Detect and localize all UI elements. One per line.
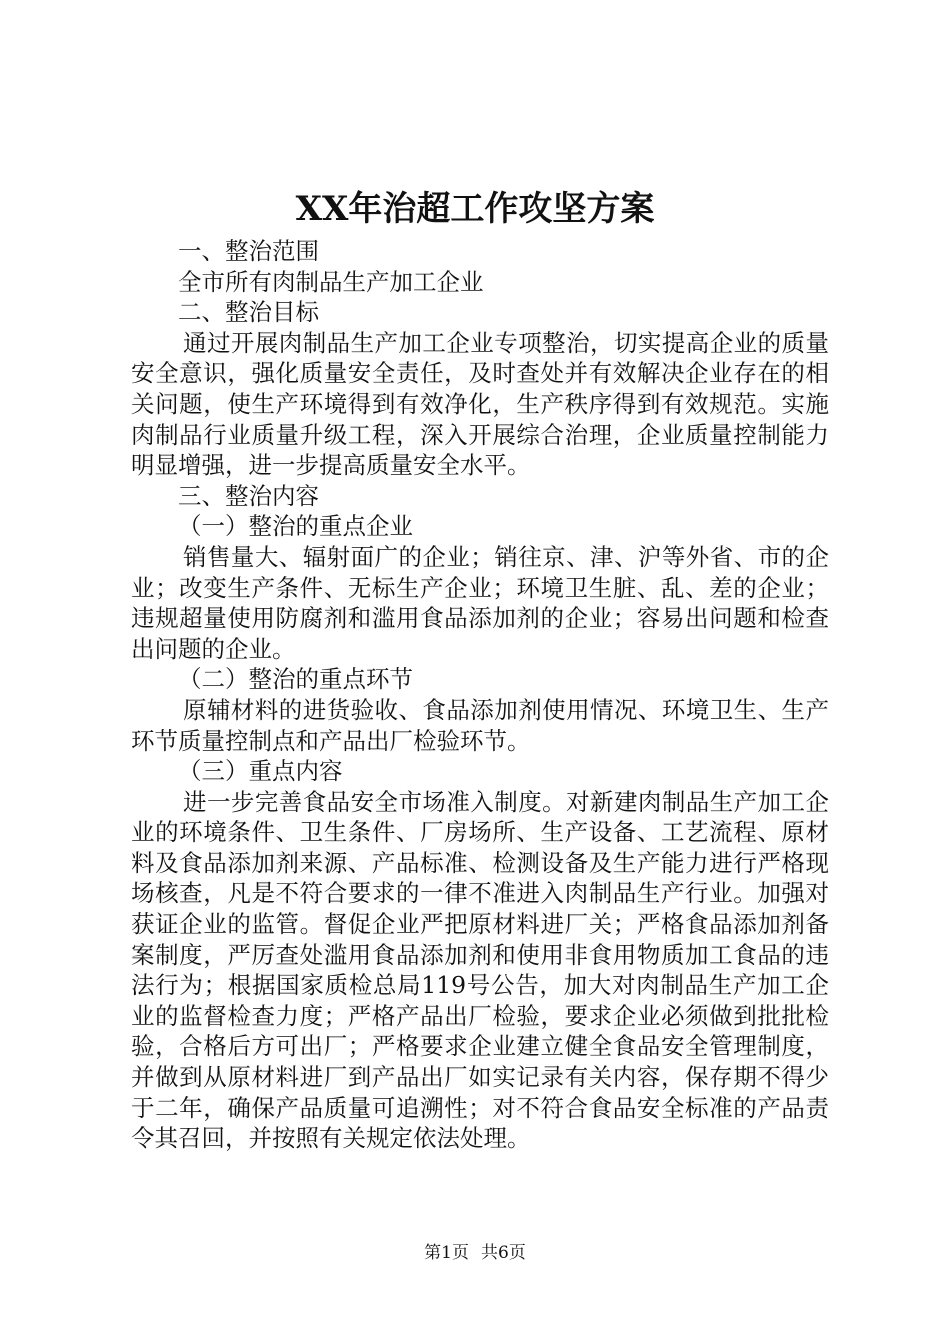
subsection-heading: （一）整治的重点企业: [178, 512, 413, 541]
body-paragraph: 进一步完善食品安全市场准入制度。对新建肉制品生产加工企业的环境条件、卫生条件、厂房场所、生产设备、工艺流程、原材料及食品添加剂来源、产品标准、检测设备及生产能力进行严格现场核查，凡是不符合要求的一律不准进入肉制品生产行业。加强对获证企业的监管。督促企业严把原材料进厂关；严格食品添加剂备案制度，严厉查处滥用食品添加剂和使用非食用物质加工食品的违法行为；根据国家质检总局119号公告，加大对肉制品生产加工企业的监督检查力度；严格产品出厂检验，要求企业必须做到批批检验，合格后方可出厂；严格要求企业建立健全食品安全管理制度，并做到从原材料进厂到产品出厂如实记录有关内容，保存期不得少于二年，确保产品质量可追溯性；对不符合食品安全标准的产品责令其召回，并按照有关规定依法处理。: [131, 787, 829, 1153]
section-heading: 二、整治目标: [178, 298, 319, 327]
page-footer: [0, 1241, 950, 1265]
subsection-heading: （二）整治的重点环节: [178, 665, 413, 694]
page-number: 第1页: [424, 1243, 469, 1263]
section-heading: 一、整治范围: [178, 237, 319, 265]
page-total: 共6页: [481, 1243, 526, 1263]
body-paragraph: 销售量大、辐射面广的企业；销往京、津、沪等外省、市的企业；改变生产条件、无标生产企业；环境卫生脏、乱、差的企业；违规超量使用防腐剂和滥用食品添加剂的企业；容易出问题和检查出问题的企业。: [131, 542, 829, 663]
body-paragraph: 原辅材料的进货验收、食品添加剂使用情况、环境卫生、生产环节质量控制点和产品出厂检验环节。: [131, 695, 829, 755]
document-title: XX年治超工作攻坚方案: [295, 189, 655, 229]
section-heading: 三、整治内容: [178, 481, 319, 510]
body-paragraph: 通过开展肉制品生产加工企业专项整治，切实提高企业的质量安全意识，强化质量安全责任，及时查处并有效解决企业存在的相关问题，使生产环境得到有效净化，生产秩序得到有效规范。实施肉制品行业质量升级工程，深入开展综合治理，企业质量控制能力明显增强，进一步提高质量安全水平。: [131, 328, 829, 480]
document-body: [131, 236, 829, 1154]
body-paragraph: 全市所有肉制品生产加工企业: [178, 267, 484, 296]
subsection-heading: （三）重点内容: [178, 757, 343, 786]
